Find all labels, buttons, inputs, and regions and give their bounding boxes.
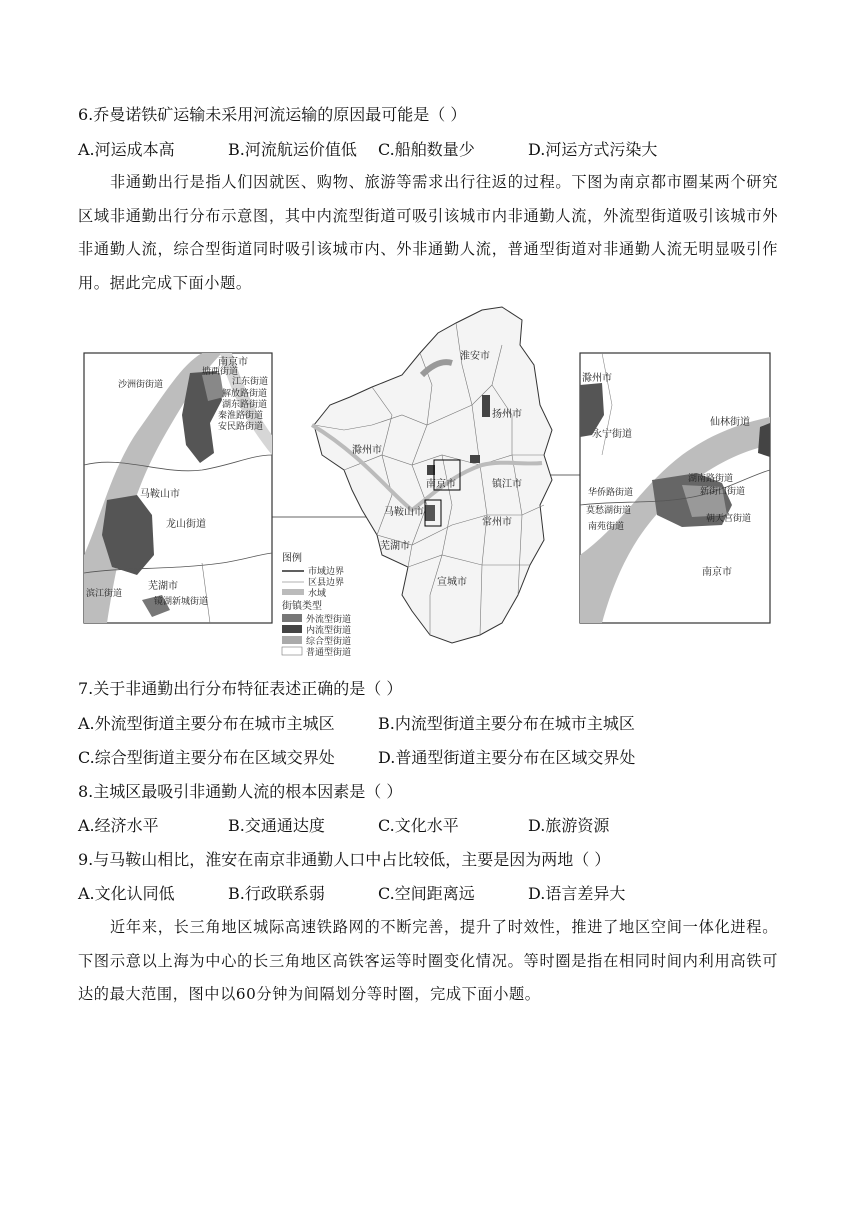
left-panel bbox=[84, 353, 272, 623]
q6-option-d: D.河运方式污染大 bbox=[528, 140, 658, 159]
lbl-nanjing-right: 南京市 bbox=[702, 567, 732, 578]
q9-option-d: D.语言差异大 bbox=[528, 884, 626, 903]
lbl-chuzhou-right: 滁州市 bbox=[582, 373, 612, 384]
lbl-xuancheng: 宣城市 bbox=[437, 577, 467, 588]
lbl-hudonglu: 湖东路街道 bbox=[222, 400, 268, 410]
lbl-anminlu: 安民路街道 bbox=[218, 422, 264, 432]
q9-stem: 9.与马鞍山相比，淮安在南京非通勤人口中占比较低，主要是因为两地（ ） bbox=[78, 850, 611, 869]
lbl-changzhou: 常州市 bbox=[482, 517, 512, 528]
legend-street-title: 街镇类型 bbox=[282, 601, 322, 612]
lbl-yongning: 永宁街道 bbox=[592, 429, 632, 440]
lbl-yangzhou: 扬州市 bbox=[492, 409, 522, 420]
lbl-binjiang: 滨江街道 bbox=[86, 589, 123, 599]
legend-outflow: 外流型街道 bbox=[306, 615, 352, 625]
lbl-shazhou: 沙洲街街道 bbox=[118, 380, 164, 390]
legend-water: 水域 bbox=[308, 589, 327, 599]
lbl-nanyuan: 南苑街道 bbox=[588, 522, 625, 532]
q8-option-c: C.文化水平 bbox=[378, 816, 459, 835]
lbl-longshan: 龙山街道 bbox=[166, 519, 206, 530]
lbl-wuhu-center: 芜湖市 bbox=[380, 541, 410, 552]
lbl-tangxi: 塘西街道 bbox=[202, 367, 239, 377]
lbl-jinghu: 镜湖新城街道 bbox=[154, 597, 209, 607]
legend-inflow: 内流型街道 bbox=[306, 626, 352, 636]
lbl-nanjing-left: 南京市 bbox=[218, 357, 248, 368]
map-legend bbox=[282, 551, 351, 658]
q6-option-c: C.船舶数量少 bbox=[378, 140, 475, 159]
lbl-xinjiekou: 新街口街道 bbox=[700, 487, 746, 497]
q7-stem: 7.关于非通勤出行分布特征表述正确的是（ ） bbox=[78, 679, 403, 698]
nanjing-metro-map-figure bbox=[82, 305, 782, 665]
legend-city-border: 市域边界 bbox=[308, 567, 345, 577]
lbl-maanshan-left: 马鞍山市 bbox=[140, 489, 180, 500]
legend-ordinary: 普通型街道 bbox=[306, 648, 352, 658]
q9-option-a: A.文化认同低 bbox=[78, 884, 175, 903]
q7-option-c: C.综合型街道主要分布在区域交界处 bbox=[78, 748, 335, 767]
center-region-map bbox=[312, 307, 552, 643]
lbl-hunanlu: 湖南路街道 bbox=[688, 474, 734, 484]
q7-option-a: A.外流型街道主要分布在城市主城区 bbox=[78, 714, 335, 733]
q6-option-b: B.河流航运价值低 bbox=[228, 140, 357, 159]
legend-title: 图例 bbox=[282, 553, 302, 564]
lbl-wuhu-left: 芜湖市 bbox=[148, 581, 178, 592]
map-svg bbox=[82, 305, 782, 665]
q7-option-d: D.普通型街道主要分布在区域交界处 bbox=[378, 748, 636, 767]
lbl-huaqiaolu: 华侨路街道 bbox=[588, 488, 634, 498]
q6-option-a: A.河运成本高 bbox=[78, 140, 175, 159]
q9-option-b: B.行政联系弱 bbox=[228, 884, 325, 903]
lbl-jiangdong: 江东街道 bbox=[232, 377, 269, 387]
legend-county-border: 区县边界 bbox=[308, 578, 345, 588]
q8-option-a: A.经济水平 bbox=[78, 816, 159, 835]
lbl-chaotiangong: 朝天宫街道 bbox=[706, 514, 752, 524]
lbl-qinhuailu: 秦淮路街道 bbox=[218, 411, 264, 421]
q8-option-d: D.旅游资源 bbox=[528, 816, 610, 835]
lbl-nanjing-center: 南京市 bbox=[426, 479, 456, 490]
lbl-huaian: 淮安市 bbox=[460, 351, 490, 362]
passage-high-speed-rail: 近年来，长三角地区城际高速铁路网的不断完善，提升了时效性，推进了地区空间一体化进程。下图示意以上海为中心的长三角地区高铁客运等时圈变化情况。等时圈是指在相同时间内利用高铁可达的最大范围，图中以60分钟为间隔划分等时圈，完成下面小题。 bbox=[78, 918, 778, 1003]
q6-stem: 6.乔曼诺铁矿运输未采用河流运输的原因最可能是（ ） bbox=[78, 105, 467, 124]
passage-non-commuting: 非通勤出行是指人们因就医、购物、旅游等需求出行往返的过程。下图为南京都市圈某两个研究区域非通勤出行分布示意图，其中内流型街道可吸引该城市内非通勤人流，外流型街道吸引该城市外非通勤人流，综合型街道同时吸引该城市内、外非通勤人流，普通型街道对非通勤人流无明显吸引作用。据此完成下面小题。 bbox=[78, 173, 778, 292]
q8-option-b: B.交通通达度 bbox=[228, 816, 325, 835]
q8-stem: 8.主城区最吸引非通勤人流的根本因素是（ ） bbox=[78, 782, 403, 801]
lbl-jiefanglu: 解放路街道 bbox=[222, 389, 268, 399]
q7-option-b: B.内流型街道主要分布在城市主城区 bbox=[378, 714, 635, 733]
lbl-xianlin: 仙林街道 bbox=[710, 417, 750, 428]
right-panel bbox=[580, 353, 770, 623]
lbl-zhenjiang: 镇江市 bbox=[492, 479, 522, 490]
lbl-mochouhu: 莫愁湖街道 bbox=[586, 506, 632, 516]
q9-option-c: C.空间距离远 bbox=[378, 884, 475, 903]
lbl-maanshan-center: 马鞍山市 bbox=[384, 507, 424, 518]
lbl-chuzhou: 滁州市 bbox=[352, 445, 382, 456]
legend-composite: 综合型街道 bbox=[306, 637, 352, 647]
